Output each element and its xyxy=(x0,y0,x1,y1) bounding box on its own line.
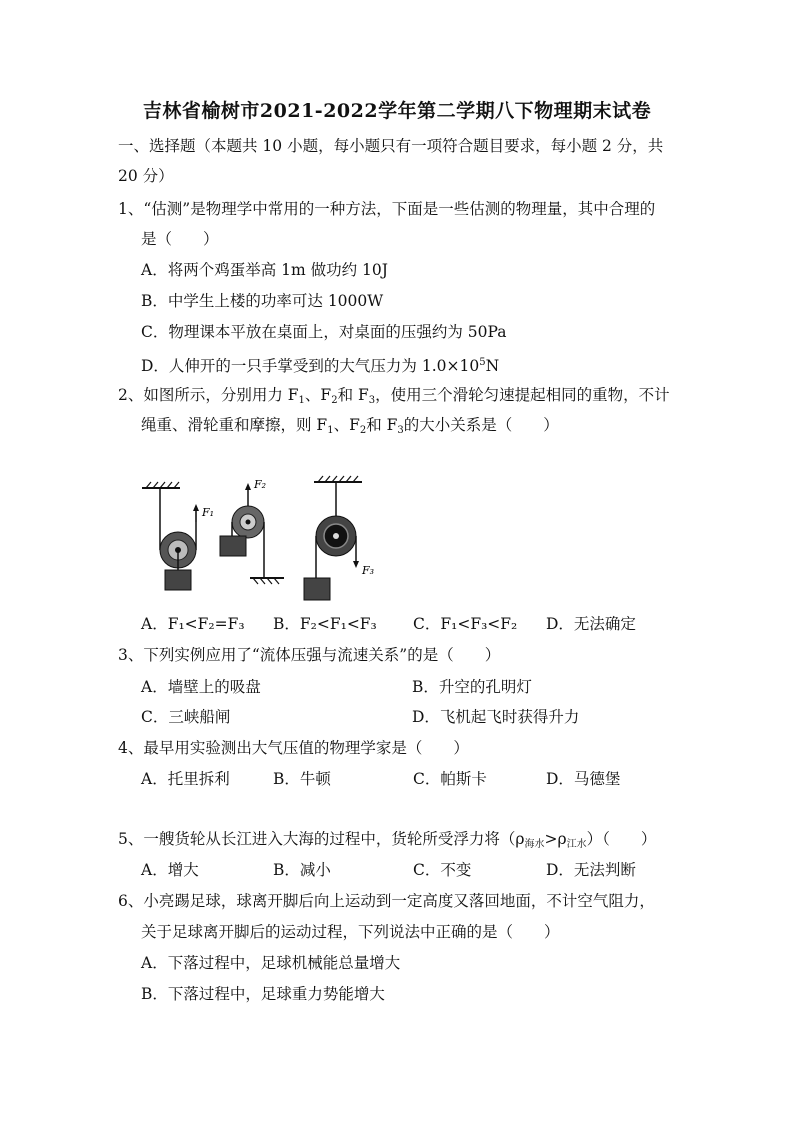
q1-option-d-unit: N xyxy=(485,357,500,375)
q1-option-c: C．物理课本平放在桌面上，对桌面的压强约为 50Pa xyxy=(141,323,507,341)
q2-option-d: D．无法确定 xyxy=(546,615,636,633)
q6-stem-line1: 6、小亮踢足球，球离开脚后向上运动到一定高度又落回地面，不计空气阻力， xyxy=(118,892,655,910)
pulley-2-diagram xyxy=(220,483,284,584)
q5-option-b: B．减小 xyxy=(273,861,331,879)
q2-sub: 2 xyxy=(331,395,338,406)
q2-stem-line2 xyxy=(141,415,559,441)
q3-option-b: B．升空的孔明灯 xyxy=(412,678,532,696)
q5-text: >ρ xyxy=(544,830,567,848)
pulley-3-diagram xyxy=(304,476,362,600)
q2-text: 、F xyxy=(333,416,360,434)
q1-option-d-text: D．人伸开的一只手掌受到的大气压力为 1.0×10 xyxy=(141,357,480,375)
q4-option-c: C．帕斯卡 xyxy=(413,770,487,788)
q5-stem xyxy=(118,829,656,855)
q6-stem-line2: 关于足球离开脚后的运动过程，下列说法中正确的是（ ） xyxy=(141,923,560,941)
q2-text: 、F xyxy=(304,386,332,404)
section-heading-line2: 20 分） xyxy=(118,167,174,185)
q4-option-d: D．马德堡 xyxy=(546,770,621,788)
q1-option-d-exponent: 5 xyxy=(479,357,486,368)
q3-option-a: A．墙壁上的吸盘 xyxy=(141,678,261,696)
q4-stem: 4、最早用实验测出大气压值的物理学家是（ ） xyxy=(118,739,469,757)
q3-option-d: D．飞机起飞时获得升力 xyxy=(412,708,580,726)
page-title: 吉林省榆树市2021-2022学年第二学期八下物理期末试卷 xyxy=(142,100,652,122)
q6-option-a: A．下落过程中，足球机械能总量增大 xyxy=(141,954,401,972)
q5-text: 5、一艘货轮从长江进入大海的过程中，货轮所受浮力将（ρ xyxy=(118,830,525,848)
q1-option-a: A．将两个鸡蛋举高 1m 做功约 10J xyxy=(141,261,388,279)
q3-stem: 3、下列实例应用了“流体压强与流速关系”的是（ ） xyxy=(118,646,501,664)
q4-option-a: A．托里拆利 xyxy=(141,770,230,788)
q2-text: ，使用三个滑轮匀速提起相同的重物，不计 xyxy=(375,386,670,404)
q1-option-b: B．中学生上楼的功率可达 1000W xyxy=(141,292,384,310)
pulley-figure xyxy=(138,470,378,605)
q6-option-b: B．下落过程中，足球重力势能增大 xyxy=(141,985,385,1003)
q2-sub: 3 xyxy=(368,395,376,406)
q5-sub-sea: 海水 xyxy=(524,839,545,850)
q2-stem-line1 xyxy=(118,385,670,411)
q5-option-c: C．不变 xyxy=(413,861,472,879)
q2-text: 的大小关系是（ ） xyxy=(403,416,559,434)
q2-sub: 1 xyxy=(298,395,305,406)
q2-sub: 2 xyxy=(359,425,367,436)
q2-option-b: B．F₂<F₁<F₃ xyxy=(273,615,377,633)
q1-stem-line1: 1、“估测”是物理学中常用的一种方法，下面是一些估测的物理量，其中合理的 xyxy=(118,200,656,218)
label-f1: F₁ xyxy=(202,506,215,519)
q1-option-d xyxy=(141,353,499,376)
q2-text: 绳重、滑轮重和摩擦，则 F xyxy=(141,416,328,434)
q3-option-c: C．三峡船闸 xyxy=(141,708,231,726)
section-heading-line1: 一、选择题（本题共 10 小题，每小题只有一项符合题目要求，每小题 2 分，共 xyxy=(118,137,664,155)
label-f3: F₃ xyxy=(362,564,375,577)
q2-sub: 1 xyxy=(327,425,334,436)
q2-text: 和 F xyxy=(337,386,369,404)
q1-stem-line2: 是（ ） xyxy=(141,230,219,248)
q2-sub: 3 xyxy=(397,425,404,436)
q2-text: 2、如图所示，分别用力 F xyxy=(118,386,299,404)
q2-text: 和 F xyxy=(366,416,398,434)
q5-option-a: A．增大 xyxy=(141,861,199,879)
q5-sub-river: 江水 xyxy=(566,839,587,850)
q5-option-d: D．无法判断 xyxy=(546,861,636,879)
q2-option-c: C．F₁<F₃<F₂ xyxy=(413,615,518,633)
q2-option-a: A．F₁<F₂=F₃ xyxy=(141,615,245,633)
q5-text: ）（ ） xyxy=(586,830,657,848)
pulley-1-diagram xyxy=(142,482,199,590)
q4-option-b: B．牛顿 xyxy=(273,770,331,788)
label-f2: F₂ xyxy=(254,478,267,491)
